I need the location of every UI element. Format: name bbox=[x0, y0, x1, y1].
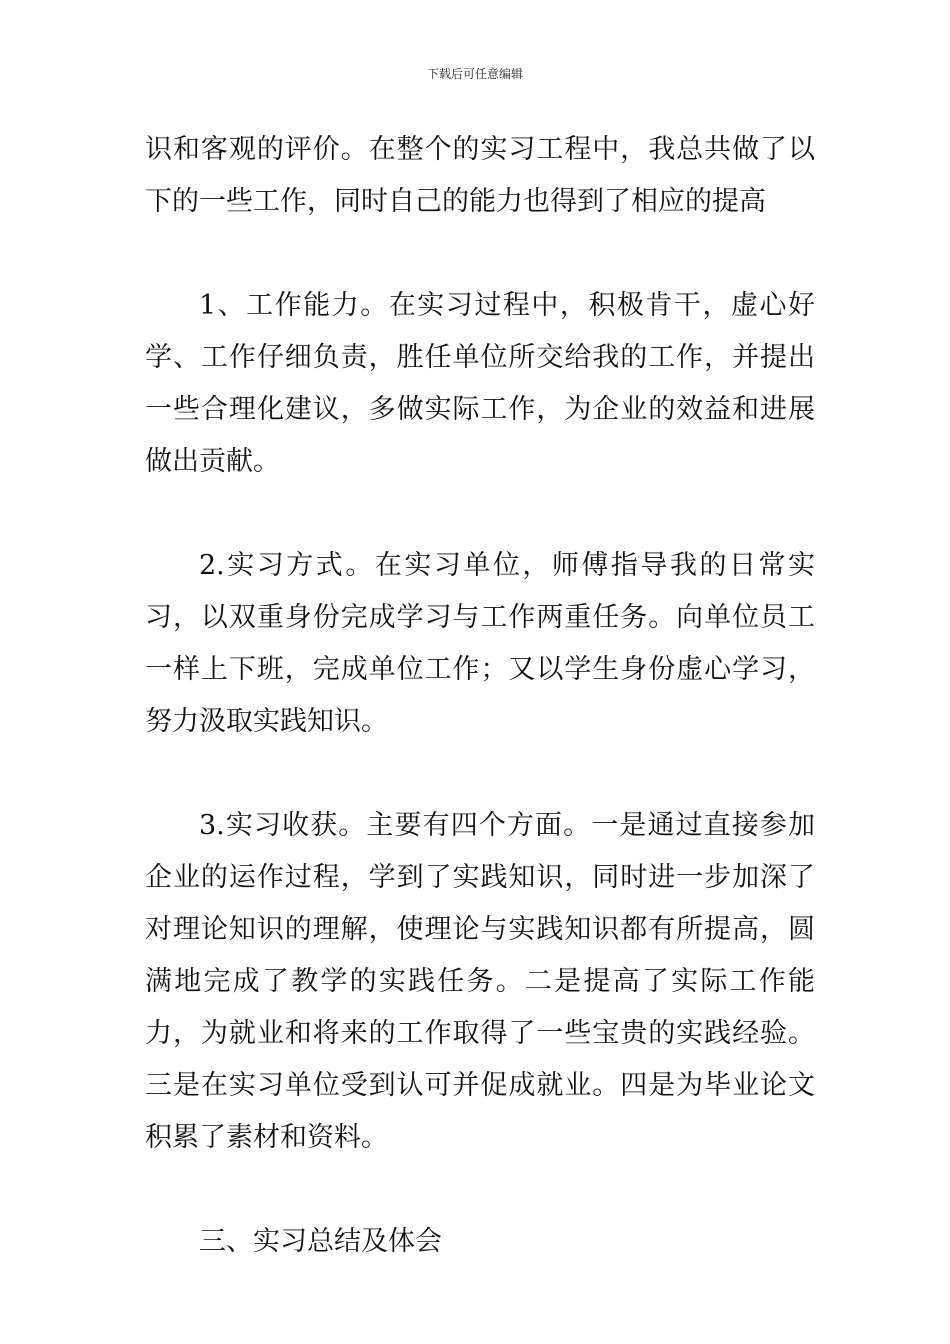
paragraph-spacer bbox=[145, 228, 815, 280]
paragraph-internship-gains: 3.实习收获。主要有四个方面。一是通过直接参加企业的运作过程，学到了实践知识，同时进一步加深了对理论知识的理解，使理论与实践知识都有所提高，圆满地完成了教学的实践任务。二是提高了实际工作能力，为就业和将来的工作取得了一些宝贵的实践经验。三是在实习单位受到认可并促成就业。四是为毕业论文积累了素材和资料。 bbox=[145, 810, 815, 1153]
paragraph-spacer bbox=[145, 748, 815, 800]
paragraph-spacer bbox=[145, 1164, 815, 1216]
paragraph-spacer bbox=[145, 488, 815, 540]
document-body bbox=[145, 124, 815, 1268]
page-header-note: 下载后可任意编辑 bbox=[426, 67, 523, 81]
paragraph-continuation: 识和客观的评价。在整个的实习工程中，我总共做了以下的一些工作，同时自己的能力也得到了相应的提高 bbox=[145, 134, 815, 217]
section-heading: 三、实习总结及体会 bbox=[199, 1226, 442, 1257]
paragraph-internship-method: 2.实习方式。在实习单位，师傅指导我的日常实习，以双重身份完成学习与工作两重任务。向单位员工一样上下班，完成单位工作；又以学生身份虚心学习，努力汲取实践知识。 bbox=[145, 550, 815, 737]
paragraph-work-ability: 1、工作能力。在实习过程中，积极肯干，虚心好学、工作仔细负责，胜任单位所交给我的工作，并提出一些合理化建议，多做实际工作，为企业的效益和进展做出贡献。 bbox=[145, 290, 815, 477]
